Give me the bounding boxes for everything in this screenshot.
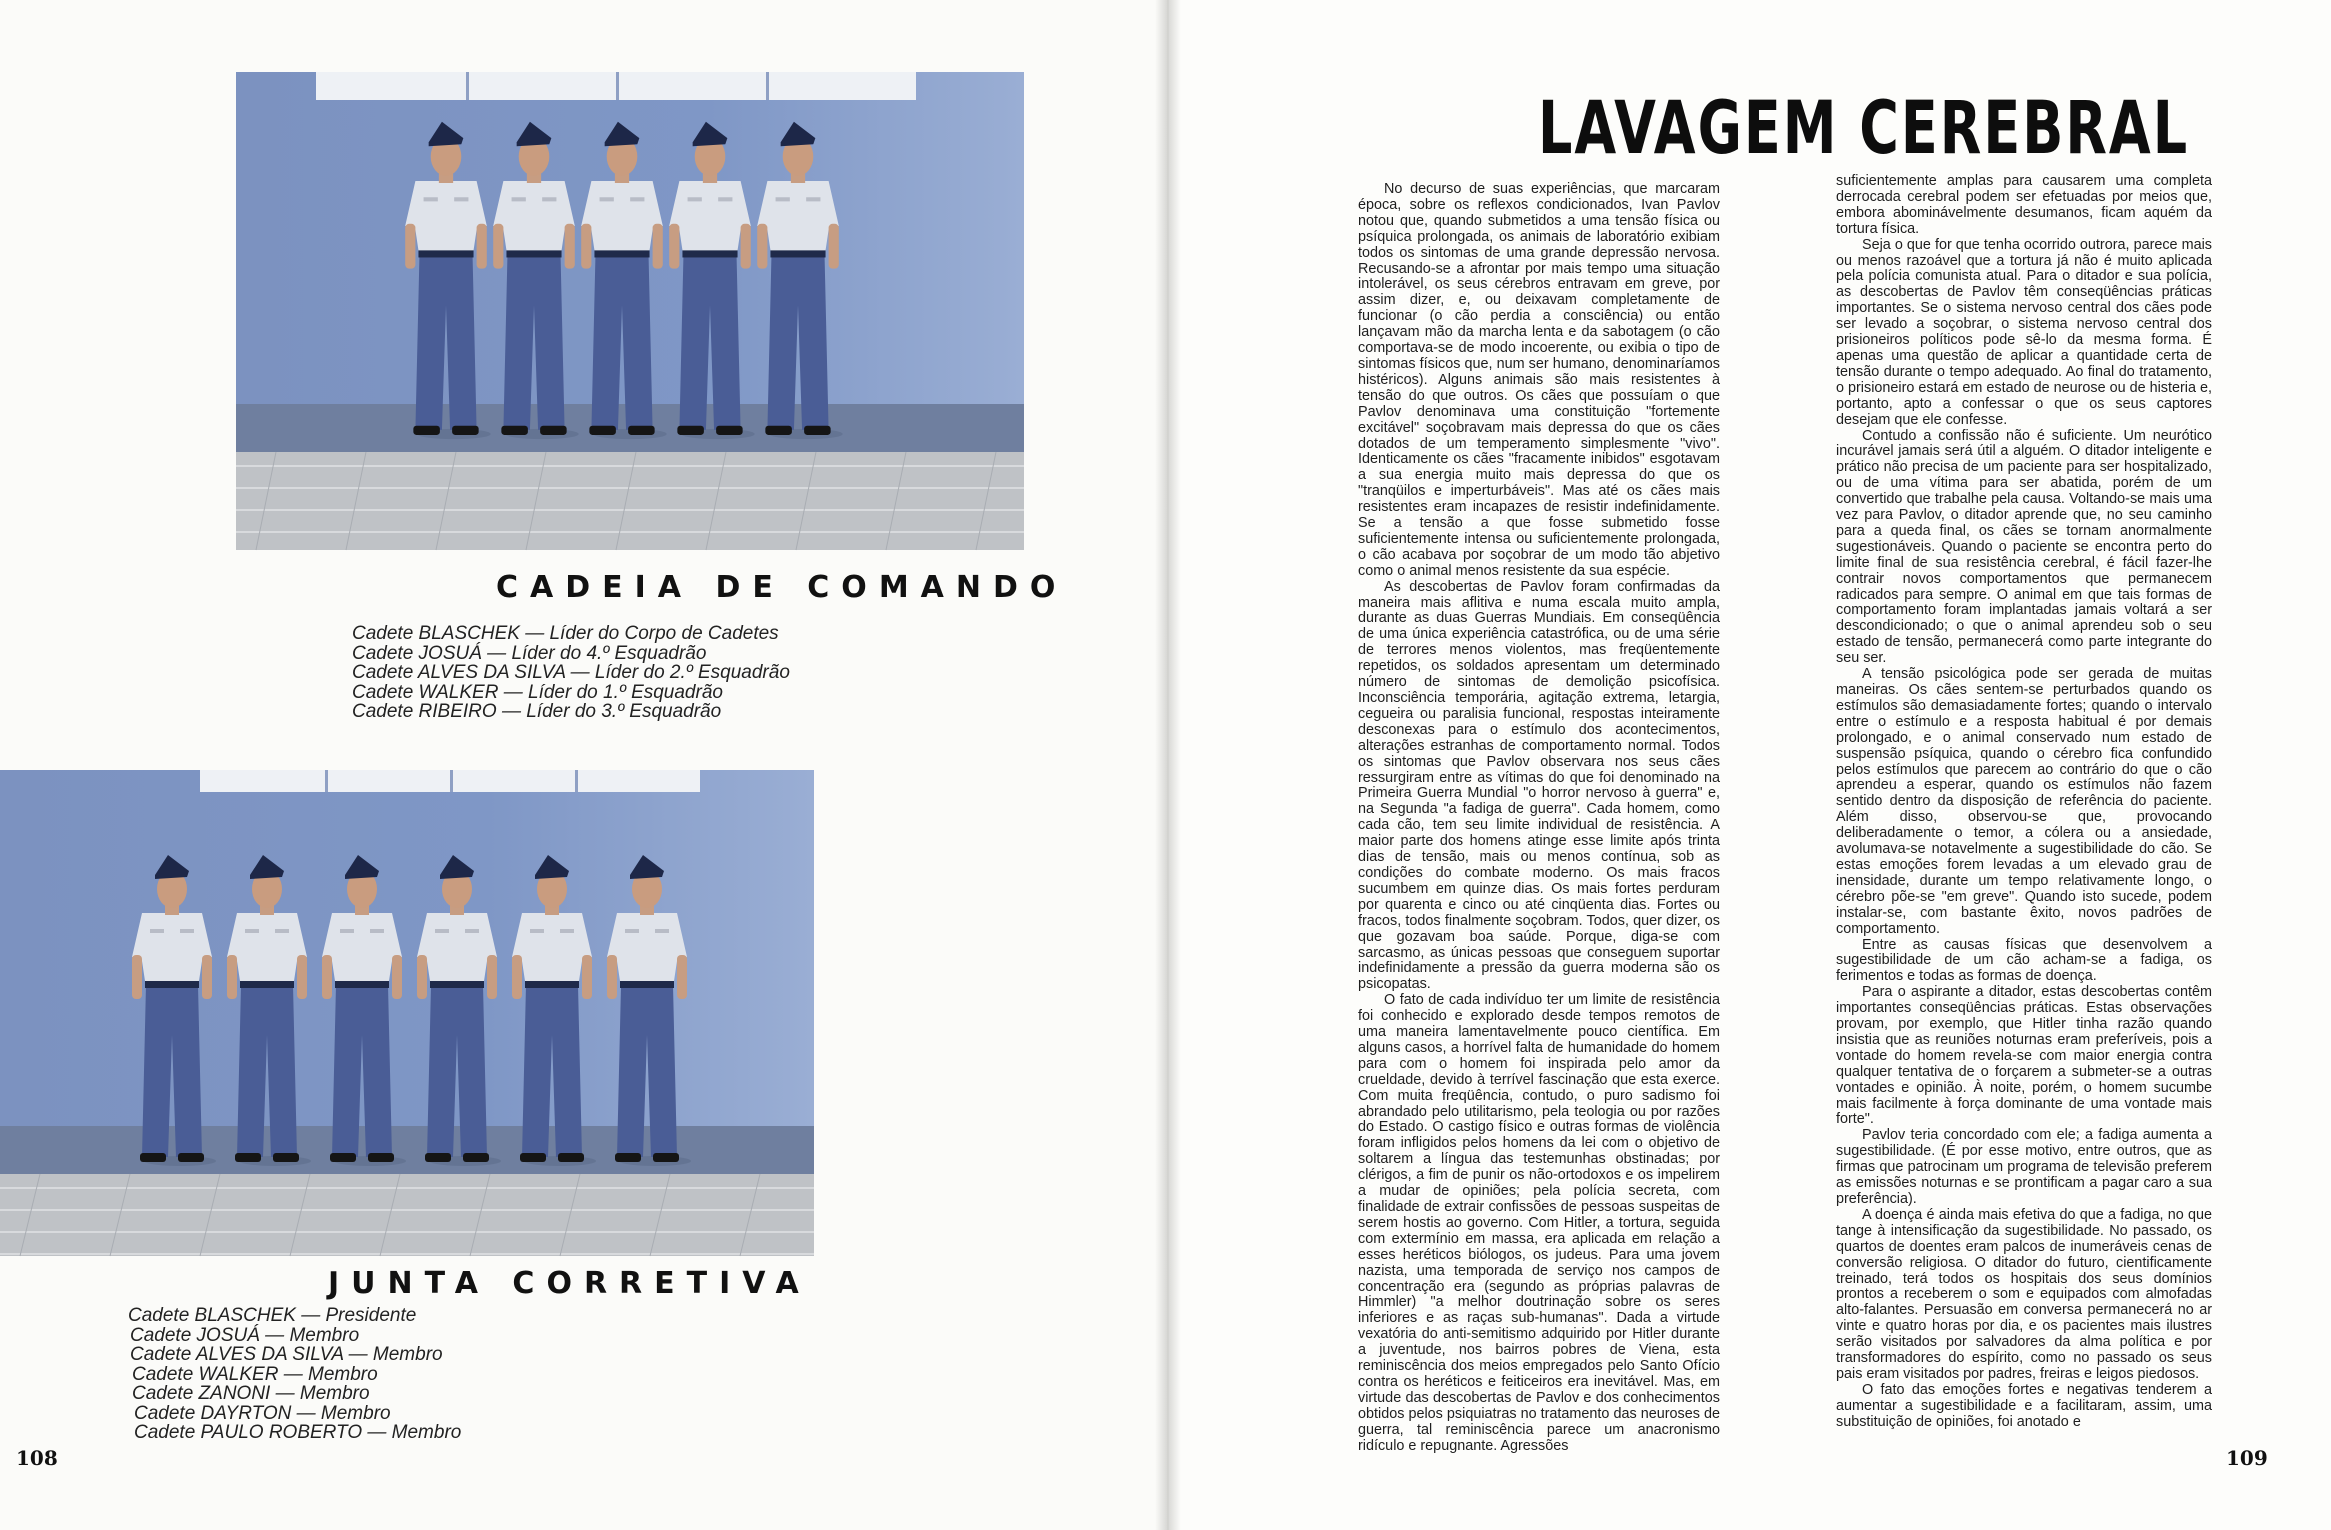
group-photo-six-cadets-icon — [0, 770, 814, 1256]
roster-entry: Cadete BLASCHEK — Presidente — [128, 1305, 417, 1326]
article-paragraph: As descobertas de Pavlov foram confirmadas da maneira mais aflitiva e numa escala muito ampla, durante as duas Guerras Mundiais. Em conseqüência de uma única experiência catastrófica, ou de uma série de terrores menos violentos, mas freqüentemente repetidos, os soldados apresentam um determinado número de sintomas de demolição psicofísica. Inconsciência temporária, agitação extrema, letargia, cegueira ou paralisia funcional, respostas inteiramente desconexas para o estímulo dos acontecimentos, alterações estranhas de comportamento normal. Todos os sintomas que Pavlov observara nos seus cães ressurgiram entre as vítimas do que foi denominado na Primeira Guerra Mundial "o horror nervoso à guerra" e, na Segunda "a fadiga de guerra". Cada homem, como cada cão, tem seu limite individual de resistência. A maior parte dos homens atinge esse limite após trinta dias de tensão, mais ou menos contínua, sob as condições do combate moderno. Os mais fracos sucumbem em quinze dias. Os mais fortes perduram por quarenta e cinco ou até cinqüenta dias. Fortes ou fracos, todos finalmente soçobram. Todos, quer dizer, os que gozavam boa saúde. Porque, diga-se com sarcasmo, as únicas pessoas que conseguem suportar indefinidamente a pressão da guerra moderna são os psicopatas. — [1358, 578, 1720, 993]
roster-entry: Cadete PAULO ROBERTO — Membro — [134, 1422, 462, 1443]
article-paragraph: O fato de cada indivíduo ter um limite de resistência foi conhecido e explorado desde tempos remotos de uma maneira lamentavelmente pouco científica. Em alguns casos, a horrível falta de humanidade do homem para com o homem foi inspirada pelo amor da crueldade, devido à terrível fascinação que esta exerce. Com muita freqüência, contudo, o puro sadismo foi abrandado pelo utilitarismo, pela teologia ou por razões do Estado. O castigo físico e outras formas de violência foram infligidos pelos homens da lei com o objetivo de soltarem a língua das testemunhas obstinadas; por clérigos, a fim de punir os não-ortodoxos e os impelirem a mudar de opiniões; pela polícia secreta, com finalidade de extrair confissões de pessoas suspeitas de serem hostis ao governo. Com Hitler, a tortura, seguida com extermínio em massa, era aplicada em relação a esses heréticos biólogos, os judeus. Para uma jovem nazista, uma temporada de serviço nos campos de concentração era (segundo as próprias palavras de Himmler) "a melhor doutrinação sobre os seres inferiores e as raças sub-humanas". Dada a virtude vexatória do anti-semitismo adquirido por Hitler durante a juventude, nos bairros pobres de Viena, esta reminiscência dos meios empregados pelo Santo Ofício contra os heréticos e feiticeiros era inevitável. Mas, em virtude das descobertas de Pavlov e dos conhecimentos obtidos pelos psiquiatras no tratamento das neuroses de guerra, tal reminiscência parece um anacronismo ridículo e repugnante. Agressões — [1358, 992, 1720, 1454]
article-title: LAVAGEM CEREBRAL — [1538, 86, 2190, 172]
article-column-2 — [1836, 174, 2212, 1444]
cadets-group-photo-2 — [0, 770, 814, 1256]
article-paragraph: Entre as causas físicas que desenvolvem a sugestibilidade de um cão acham-se a fadiga, os ferimentos e todas as formas de doença. — [1836, 936, 2212, 985]
book-gutter — [1155, 0, 1181, 1530]
roster-entry: Cadete DAYRTON — Membro — [134, 1402, 391, 1424]
article-paragraph: A tensão psicológica pode ser gerada de muitas maneiras. Os cães sentem-se perturbados quando os estímulos são demasiadamente fortes; quando o intervalo entre o estímulo e a resposta habitual é por demais prolongado, e o animal conservado num estado de suspensão psíquica, quando o cérebro fica confundido pelos estímulos que parecem ao contrário do que o cão aprendeu a esperar, quando os estímulos não fazem sentido dentro da disposição de referência do paciente. Além disso, observou-se que, provocando deliberadamente o temor, a cólera ou a ansiedade, avolumava-se notavelmente a sugestibilidade do cão. Se estas emoções forem levadas a um elevado grau de inensidade, durante um tempo relativamente longo, o cérebro põe-se "em greve". Quando isto sucede, podem instalar-se, com bastante êxito, novos padrões de comportamento. — [1836, 666, 2212, 937]
article-paragraph: suficientemente amplas para causarem uma completa derrocada cerebral podem ser efetuadas por meios que, embora abominávelmente desumanos, ficam aquém da tortura física. — [1836, 173, 2212, 237]
article-column-1 — [1358, 181, 1720, 1454]
cadets-group-photo-1 — [236, 72, 1024, 550]
roster-entry: Cadete WALKER — Membro — [132, 1363, 378, 1385]
group-photo-five-cadets-icon — [236, 72, 1024, 550]
roster-entry: Cadete ZANONI — Membro — [132, 1383, 370, 1404]
roster-entry: Cadete JOSUÁ — Líder do 4.º Esquadrão — [352, 642, 707, 664]
roster-entry: Cadete ALVES DA SILVA — Membro — [130, 1344, 443, 1365]
article-paragraph: O fato das emoções fortes e negativas tenderem a aumentar a sugestibilidade e a facilitaram, assim, uma substituição de opiniões, foi anotado e — [1836, 1381, 2212, 1430]
article-paragraph: Para o aspirante a ditador, estas descobertas contêm importantes conseqüências práticas. Estas observações provam, por exemplo, que Hitler tinha razão quando insistia que as reuniões noturnas eram preferíveis, pois a vontade do homem revela-se com maior energia contra qualquer tentativa de o forçarem a submeter-se a outras vontades e opinião. À noite, porém, o homem sucumbe mais facilmente à força dominante de uma vontade mais forte". — [1836, 984, 2212, 1128]
article-paragraph: Seja o que for que tenha ocorrido outrora, parece mais ou menos razoável que a tortura já não é muito aplicada pela polícia comunista atual. Para o ditador e sua polícia, as descobertas de Pavlov têm conseqüências práticas importantes. Se o sistema nervoso central dos cães pode ser levado a soçobrar, o sistema nervoso central dos prisioneiros políticos pode sê-lo da mesma forma. É apenas uma questão de aplicar a quantidade certa de tensão durante o tempo adequado. Ao final do tratamento, o prisioneiro estará em estado de neurose ou de histeria e, portanto, apto a confessar o que os seus captores desejam que ele confesse. — [1836, 236, 2212, 428]
roster-junta-corretiva — [128, 1306, 461, 1443]
article-paragraph: A doença é ainda mais efetiva do que a fadiga, no que tange à intensificação da sugestibilidade. No passado, os quartos de doentes eram palcos de inumeráveis cenas de conversão religiosa. O ditador do futuro, cientificamente treinado, terá todos os hospitais dos seus domínios prontos a receberem o som e equipados com almofadas alto-falantes. Persuasão em conversa permanecerá no ar vinte e quatro horas por dia, e os pacientes mais ilustres serão visitados por salvadores da alma política e por transformadores do espírito, como no passado os seus pais eram visitados por padres, freiras e leigos piedosos. — [1836, 1206, 2212, 1382]
page-number-right: 109 — [2226, 1446, 2268, 1470]
roster-entry: Cadete ALVES DA SILVA — Líder do 2.º Esquadrão — [352, 662, 790, 683]
article-paragraph: No decurso de suas experiências, que marcaram época, sobre os reflexos condicionados, Ivan Pavlov notou que, quando submetidos a uma tensão física ou psíquica prolongada, os animais de laboratório exibiam todos os sintomas de uma grande depressão nervosa. Recusando-se a afrontar por mais tempo uma situação intolerável, os seus cérebros entravam em greve, por assim dizer, e, ou deixavam completamente de funcionar (o cão perdia a consciência) ou então lançavam mão da marcha lenta e da sabotagem (o cão comportava-se de modo incoerente, ou exibia o tipo de sintomas físicos que, num ser humano, denominaríamos histéricos). Alguns animais são mais resistentes à tensão do que outros. Os cães que possuíam o que Pavlov denominava uma constituição "fortemente excitável" soçobravam mais depressa do que os cães dotados de um temperamento simplesmente "vivo". Identicamente os cães "fracamente inibidos" esgotavam a sua energia muito mais depressa do que os "tranqüilos e imperturbáveis". Mas até os cães mais resistentes eram incapazes de resistir indefinidamente. Se a tensão a que fosse submetido fosse suficientemente intensa ou suficientemente prolongada, o cão acabava por soçobrar de um modo tão abjetivo como o animal menos resistente da sua espécie. — [1358, 181, 1720, 579]
article-paragraph: Contudo a confissão não é suficiente. Um neurótico incurável jamais será útil a alguém. O ditador inteligente e prático não precisa de um paciente para ser hospitalizado, ou de uma vítima para ser abatida, porém de um convertido que trabalhe pela causa. Voltando-se mais uma vez para Pavlov, o ditador aprende que, no seu caminho para a queda final, os cães se tornam anormalmente sugestionáveis. Quando o paciente se encontra perto do limite final de sua resistência cerebral, é fácil fazer-lhe contrair novos comportamentos que permanecem radicados para sempre. O animal em que tais formas de comportamento foram implantadas jamais voltará a ser descondicionado; o que o animal aprendeu sob o seu estado de tensão, permanecerá como parte integrante do seu ser. — [1836, 427, 2212, 667]
roster-cadeia-de-comando — [352, 624, 790, 722]
roster-entry: Cadete JOSUÁ — Membro — [130, 1324, 360, 1346]
roster-entry: Cadete RIBEIRO — Líder do 3.º Esquadrão — [352, 701, 722, 722]
page-number-left: 108 — [16, 1446, 58, 1470]
article-paragraph: Pavlov teria concordado com ele; a fadiga aumenta a sugestibilidade. (É por esse motivo, entre outros, que as firmas que patrocinam um programa de televisão preferem as emissões noturnas e se prontificam a pagar caro a sua preferência). — [1836, 1127, 2212, 1207]
section-title-junta-corretiva: JUNTA CORRETIVA — [328, 1266, 811, 1301]
section-title-cadeia-de-comando: CADEIA DE COMANDO — [496, 570, 1068, 605]
roster-entry: Cadete WALKER — Líder do 1.º Esquadrão — [352, 681, 723, 703]
roster-entry: Cadete BLASCHEK — Líder do Corpo de Cadetes — [352, 623, 779, 644]
